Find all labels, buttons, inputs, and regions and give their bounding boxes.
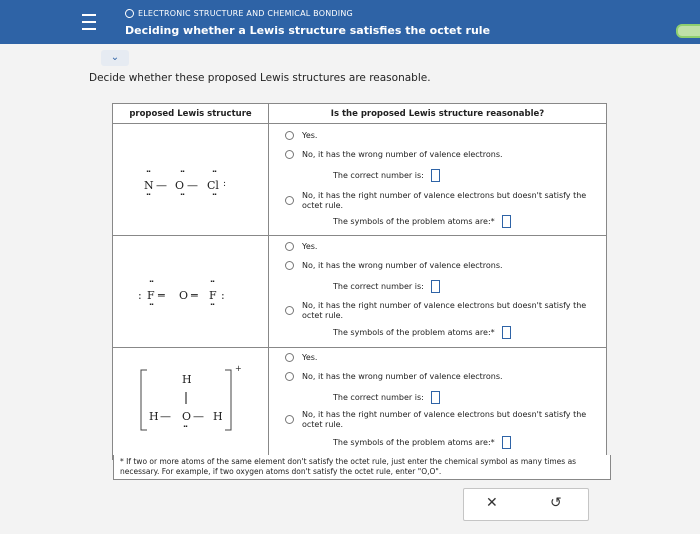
problem-atoms-row: The symbols of the problem atoms are:*	[333, 326, 511, 339]
radio-button[interactable]	[285, 196, 294, 205]
atom-o: O	[182, 410, 192, 423]
radio-button[interactable]	[285, 372, 294, 381]
column-header-structure: proposed Lewis structure	[113, 104, 269, 124]
lone-pair-dots: ··	[212, 167, 217, 176]
radio-button[interactable]	[285, 415, 294, 424]
lone-pair-dots: ··	[183, 422, 188, 431]
answer-cell	[269, 348, 607, 460]
charge-plus: +	[235, 364, 242, 373]
radio-button[interactable]	[285, 150, 294, 159]
option-wrong-count[interactable]: No, it has the wrong number of valence electrons.	[269, 372, 503, 382]
atom-f: F	[209, 289, 217, 302]
undo-button[interactable]: ↺	[550, 495, 562, 511]
radio-button[interactable]	[285, 261, 294, 270]
column-header-reasonable: Is the proposed Lewis structure reasonable?	[269, 104, 607, 124]
lone-pair-dots: :	[138, 289, 142, 302]
radio-button[interactable]	[285, 306, 294, 315]
option-wrong-count[interactable]: No, it has the wrong number of valence electrons.	[269, 150, 503, 160]
lone-pair-dots: ··	[212, 190, 217, 199]
radio-button[interactable]	[285, 242, 294, 251]
lone-pair-dots: ··	[180, 190, 185, 199]
page-title: Deciding whether a Lewis structure satisfies the octet rule	[125, 24, 491, 37]
lone-pair-dots: ··	[146, 190, 151, 199]
menu-icon[interactable]	[82, 14, 96, 30]
option-octet[interactable]: No, it has the right number of valence electrons but doesn't satisfy the octet rule.	[269, 301, 586, 321]
atom-h: H	[182, 373, 192, 386]
lone-pair-dots: ··	[210, 300, 215, 309]
topic-circle-icon	[125, 9, 134, 18]
option-octet[interactable]: No, it has the right number of valence electrons but doesn't satisfy the octet rule.	[269, 410, 586, 430]
correct-number-row: The correct number is:	[333, 169, 440, 182]
problem-atoms-input[interactable]	[502, 326, 511, 339]
atom-h: H	[149, 410, 159, 423]
instruction-text: Decide whether these proposed Lewis structures are reasonable.	[89, 72, 431, 84]
correct-number-input[interactable]	[431, 391, 440, 404]
atom-f: F	[147, 289, 155, 302]
topic-label: ELECTRONIC STRUCTURE AND CHEMICAL BONDING	[138, 9, 353, 18]
correct-number-row: The correct number is:	[333, 391, 440, 404]
lone-pair-dots: :	[223, 179, 227, 189]
double-bond: ═	[158, 289, 165, 302]
bond-line: —	[160, 410, 171, 423]
lewis-structure-fof	[113, 236, 269, 348]
option-octet[interactable]: No, it has the right number of valence electrons but doesn't satisfy the octet rule.	[269, 191, 586, 211]
problem-atoms-row: The symbols of the problem atoms are:*	[333, 215, 511, 228]
atom-n: N	[144, 179, 154, 192]
table-row	[113, 348, 607, 460]
problem-atoms-input[interactable]	[502, 436, 511, 449]
answer-cell	[269, 124, 607, 236]
lewis-structure-h3o	[113, 348, 269, 460]
double-bond: ═	[191, 289, 198, 302]
progress-toggle[interactable]	[676, 24, 700, 38]
lone-pair-dots: ··	[180, 167, 185, 176]
option-wrong-count[interactable]: No, it has the wrong number of valence electrons.	[269, 261, 503, 271]
radio-button[interactable]	[285, 131, 294, 140]
correct-number-row: The correct number is:	[333, 280, 440, 293]
answer-cell	[269, 236, 607, 348]
radio-button[interactable]	[285, 353, 294, 362]
bond-line: —	[187, 179, 198, 192]
clear-button[interactable]: ✕	[486, 495, 498, 511]
lone-pair-dots: ··	[146, 167, 151, 176]
lewis-table	[112, 103, 607, 460]
bond-line: —	[156, 179, 167, 192]
option-yes[interactable]: Yes.	[269, 242, 317, 252]
problem-atoms-input[interactable]	[502, 215, 511, 228]
problem-atoms-row: The symbols of the problem atoms are:*	[333, 436, 511, 449]
footnote: * If two or more atoms of the same element don't satisfy the octet rule, just enter the chemical symbol as many times as necessary. For example, if two oxygen atoms don't satisfy the octet rule, enter "O,O".	[113, 455, 611, 480]
lone-pair-dots: ··	[149, 277, 154, 286]
action-bar	[463, 488, 589, 521]
lone-pair-dots: ··	[210, 277, 215, 286]
lewis-structure-nocl	[113, 124, 269, 236]
table-row	[113, 236, 607, 348]
atom-cl: Cl	[207, 179, 219, 192]
atom-h: H	[213, 410, 223, 423]
bond-line: —	[193, 410, 204, 423]
option-yes[interactable]: Yes.	[269, 353, 317, 363]
chevron-down-icon[interactable]: ⌄	[101, 50, 129, 66]
lone-pair-dots: :	[221, 289, 225, 302]
correct-number-input[interactable]	[431, 280, 440, 293]
table-row	[113, 124, 607, 236]
header-bar	[0, 0, 700, 44]
atom-o: O	[175, 179, 185, 192]
option-yes[interactable]: Yes.	[269, 131, 317, 141]
correct-number-input[interactable]	[431, 169, 440, 182]
atom-o: O	[179, 289, 189, 302]
lone-pair-dots: ··	[149, 300, 154, 309]
